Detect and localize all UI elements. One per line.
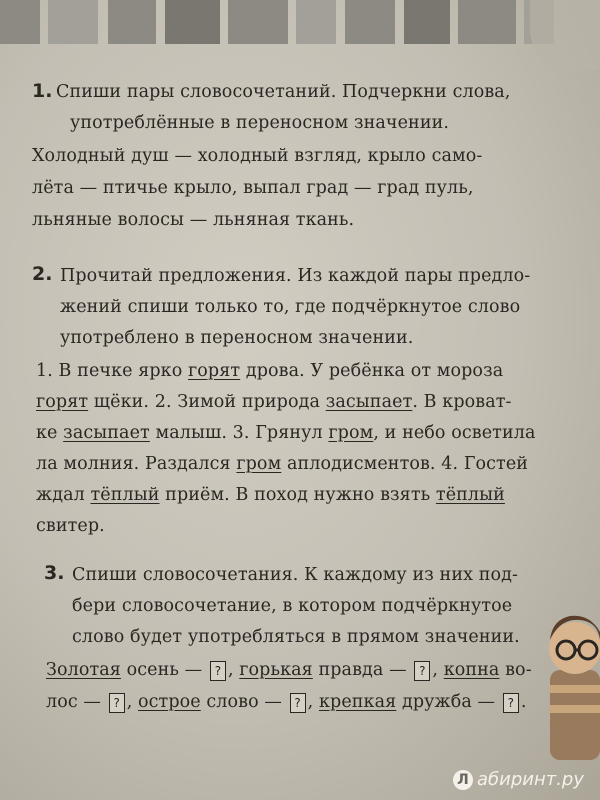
answer-box[interactable]: ?	[210, 661, 226, 681]
underlined-word: тёплый	[90, 485, 160, 505]
task-2-sentence-line: свитер.	[36, 516, 105, 536]
task-3-phrases-line: лос — ? , острое слово — ? , крепкая дружба — ? .	[46, 692, 527, 712]
task-3-instruction-cont: бери словосочетание, в котором подчёркнутое	[72, 596, 513, 616]
underlined-word: тёплый	[435, 485, 505, 505]
task-1-text-line: лёта — птичье крыло, выпал град — град пуль,	[32, 178, 474, 198]
decorative-top-border	[0, 0, 600, 44]
task-2-sentence-line: 1. В печке ярко горят дрова. У ребёнка от мороза	[36, 361, 504, 381]
task-3-number: 3.	[44, 562, 65, 584]
underlined-word: крепкая	[319, 692, 397, 712]
task-1-instruction-cont: употреблённые в переносном значении.	[70, 113, 450, 133]
task-3-instruction: Спиши словосочетания. К каждому из них под-	[72, 565, 519, 585]
task-3-phrases-line: Золотая осень — ? , горькая правда — ? , копна во-	[46, 660, 532, 680]
underlined-word: Золотая	[46, 660, 121, 680]
logo-mark-icon: Л	[453, 770, 473, 790]
task-1-number: 1.	[32, 80, 53, 102]
labirint-logo	[453, 769, 584, 790]
corner-decoration	[530, 0, 600, 70]
underlined-word: горькая	[239, 660, 313, 680]
task-1-text-line: Холодный душ — холодный взгляд, крыло само-	[32, 146, 483, 166]
task-2-instruction-cont: жений спиши только то, где подчёркнутое слово	[60, 297, 521, 317]
logo-text: абиринт.ру	[476, 769, 584, 790]
task-2-number: 2.	[32, 263, 53, 285]
task-3-instruction-cont: слово будет употребляться в прямом значении.	[72, 627, 520, 647]
answer-box[interactable]: ?	[503, 693, 519, 713]
task-1-text-line: льняные волосы — льняная ткань.	[32, 210, 355, 230]
underlined-word: засыпает	[63, 423, 150, 443]
underlined-word: горят	[188, 361, 241, 381]
task-2-sentence-line: ке засыпает малыш. 3. Грянул гром, и небо осветила	[36, 423, 536, 443]
answer-box[interactable]: ?	[290, 693, 306, 713]
answer-box[interactable]: ?	[414, 661, 430, 681]
task-2-instruction-cont: употреблено в переносном значении.	[60, 328, 414, 348]
underlined-word: гром	[328, 423, 374, 443]
task-2-sentence-line: ждал тёплый приём. В поход нужно взять тёплый	[36, 485, 505, 505]
underlined-word: гром	[236, 454, 282, 474]
underlined-word: острое	[138, 692, 201, 712]
task-1-instruction: Спиши пары словосочетаний. Подчеркни слова,	[56, 82, 511, 102]
task-2-sentence-line: горят щёки. 2. Зимой природа засыпает. В кроват-	[36, 392, 512, 412]
underlined-word: копна	[443, 660, 500, 680]
answer-box[interactable]: ?	[109, 693, 125, 713]
underlined-word: горят	[36, 392, 89, 412]
task-2-instruction: Прочитай предложения. Из каждой пары предло-	[60, 266, 531, 286]
task-2-sentence-line: ла молния. Раздался гром аплодисментов. 4. Гостей	[36, 454, 529, 474]
underlined-word: засыпает	[325, 392, 413, 412]
mascot-illustration	[530, 610, 600, 760]
